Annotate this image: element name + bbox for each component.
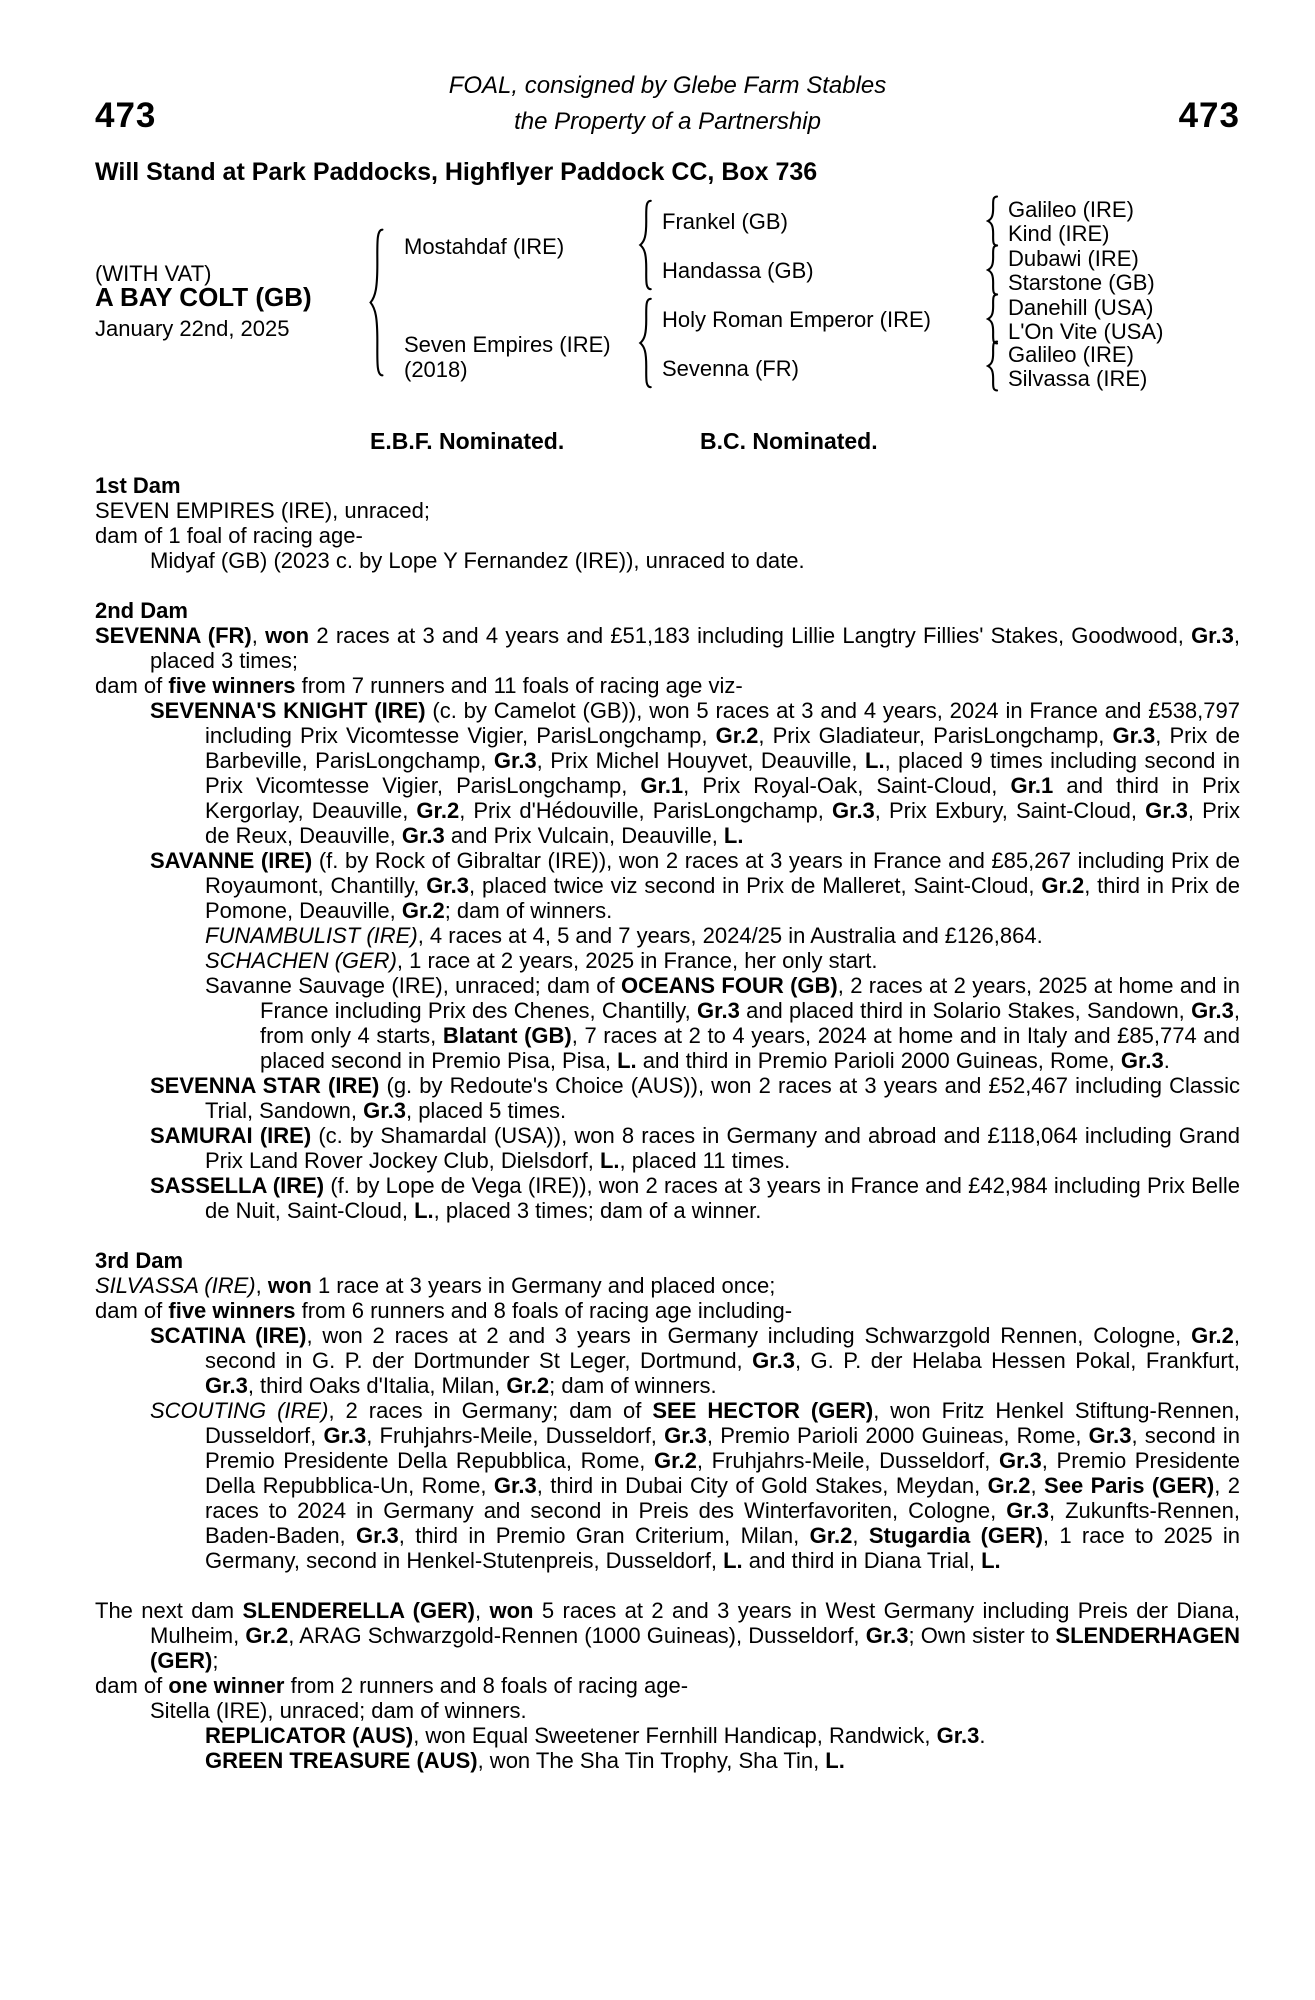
text-run: , 2 races in Germany; dam of (328, 1398, 653, 1423)
pedigree-sections (95, 473, 1240, 1773)
text-run: SEVENNA STAR (IRE) (150, 1073, 380, 1098)
catalogue-paragraph (95, 1073, 1240, 1123)
text-run: , Zukunfts-Rennen, Baden-Baden, (205, 1498, 1240, 1548)
dam-sire-name: Holy Roman Emperor (IRE) (662, 307, 931, 332)
text-run: GREEN TREASURE (AUS) (205, 1748, 478, 1773)
section-heading: 2nd Dam (95, 598, 188, 623)
text-run: (f. by Lope de Vega (IRE)), won 2 races at 3 years in France and £42,984 including Prix Belle de Nuit, Saint-Cloud, (205, 1173, 1240, 1223)
text-run: Gr.2 (1041, 873, 1085, 898)
text-run: Gr.2 (1191, 1323, 1234, 1348)
bc-nominated-label: B.C. Nominated. (700, 428, 878, 454)
text-run: Gr.3 (831, 798, 875, 823)
text-run: L. (723, 1548, 743, 1573)
dam-section-1 (95, 473, 1240, 573)
text-run: L. (599, 1148, 620, 1173)
text-run: L. (617, 1048, 637, 1073)
text-run: OCEANS FOUR (GB) (620, 973, 838, 998)
text-run: , 2 races at 2 years, 2025 at home and in France including Prix des Chenes, Chantilly, (260, 973, 1240, 1023)
text-run: Blatant (GB) (442, 1023, 572, 1048)
ebf-nominated-label: E.B.F. Nominated. (370, 428, 565, 454)
text-run: , second in Premio Presidente Della Repubblica, Rome, (205, 1423, 1240, 1473)
text-run: and third in Premio Parioli 2000 Guineas, Rome, (636, 1048, 1121, 1073)
text-run: L. (414, 1198, 434, 1223)
text-run: (g. by Redoute's Choice (AUS)), won 2 races at 3 years and £52,467 including Classic Trial, Sandown, (205, 1073, 1240, 1123)
stand-location-line: Will Stand at Park Paddocks, Highflyer Paddock CC, Box 736 (95, 158, 818, 186)
consignor-line: FOAL, consigned by Glebe Farm Stables (448, 72, 887, 99)
text-run: , placed 3 times; dam of a winner. (433, 1198, 762, 1223)
text-run: 2 races at 3 and 4 years and £51,183 including Lillie Langtry Fillies' Stakes, Goodwood, (309, 623, 1192, 648)
text-run: , Prix de Reux, Deauville, (205, 798, 1240, 848)
text-run: Gr.3 (363, 1098, 406, 1123)
text-run: 1 race at 3 years in Germany and placed once; (311, 1273, 776, 1298)
text-run: Gr.3 (1145, 798, 1188, 823)
text-run: Gr.1 (640, 773, 684, 798)
text-run: Gr.3 (1120, 1048, 1164, 1073)
text-run: Stugardia (GER) (868, 1523, 1043, 1548)
text-run: SEVENNA (FR) (95, 623, 252, 648)
text-run: L. (981, 1548, 1001, 1573)
subject-name: A BAY COLT (GB) (95, 282, 312, 312)
text-run: , Prix de Barbeville, ParisLongchamp, (205, 723, 1240, 773)
text-run: and placed third in Solario Stakes, Sandown, (739, 998, 1192, 1023)
text-run: , Prix Gladiateur, ParisLongchamp, (758, 723, 1113, 748)
foal-date: January 22nd, 2025 (95, 316, 290, 341)
text-run: Gr.2 (715, 723, 759, 748)
sire-name: Mostahdaf (IRE) (404, 234, 565, 259)
text-run: ; dam of winners. (549, 1373, 717, 1398)
text-run: SCHACHEN (GER) (205, 948, 397, 973)
dam-dam-dam-name: Silvassa (IRE) (1008, 366, 1148, 391)
text-run: and Prix Vulcain, Deauville, (444, 823, 724, 848)
text-run: Sitella (IRE), unraced; dam of winners. (150, 1698, 527, 1723)
text-run: , (852, 1523, 869, 1548)
catalogue-paragraph (95, 1598, 1240, 1673)
text-run: Gr.2 (987, 1473, 1031, 1498)
catalogue-paragraph (95, 1398, 1240, 1573)
text-run: Gr.1 (1010, 773, 1054, 798)
text-run: from 7 runners and 11 foals of racing age viz- (295, 673, 743, 698)
text-run: , Fruhjahrs-Meile, Dusseldorf, (696, 1448, 999, 1473)
sire-sire-dam-name: Kind (IRE) (1008, 221, 1110, 246)
dam-year: (2018) (404, 357, 468, 382)
sire-brace (638, 198, 653, 292)
text-run: won (265, 623, 310, 648)
catalogue-paragraph (95, 923, 1240, 948)
text-run: Gr.3 (752, 1348, 795, 1373)
text-run: Gr.3 (205, 1373, 248, 1398)
text-run: . (979, 1723, 986, 1748)
text-run: ; (212, 1648, 219, 1673)
text-run: , Prix d'Hédouville, ParisLongchamp, (459, 798, 832, 823)
text-run: SEVENNA'S KNIGHT (IRE) (150, 698, 426, 723)
catalogue-paragraph (95, 623, 1240, 673)
text-run: , placed 3 times; (150, 623, 1240, 673)
text-run: Gr.3 (1088, 1423, 1132, 1448)
catalogue-paragraph (95, 848, 1240, 923)
text-run: Gr.3 (1191, 998, 1234, 1023)
text-run: Gr.2 (809, 1523, 853, 1548)
text-run: ; Own sister to (908, 1623, 1056, 1648)
text-run: SASSELLA (IRE) (150, 1173, 325, 1198)
text-run: (f. by Rock of Gibraltar (IRE)), won 2 races at 3 years in France and £85,267 including Prix de Royaumont, Chantilly, (205, 848, 1240, 898)
text-run: , Prix Michel Houyvet, Deauville, (536, 748, 865, 773)
text-run: dam of 1 foal of racing age- (95, 523, 363, 548)
text-run: Gr.3 (998, 1448, 1042, 1473)
text-run: Midyaf (GB) (2023 c. by Lope Y Fernandez (IRE)), unraced to date. (150, 548, 805, 573)
text-run: SCOUTING (IRE) (150, 1398, 329, 1423)
text-run: Savanne Sauvage (IRE), unraced; dam of (205, 973, 621, 998)
text-run: (c. by Camelot (GB)), won 5 races at 3 and 4 years, 2024 in France and £538,797 including Prix Vicomtesse Vigier, ParisLongchamp, (205, 698, 1240, 748)
text-run: SCATINA (IRE) (150, 1323, 307, 1348)
text-run: Gr.3 (936, 1723, 980, 1748)
text-run: Gr.3 (1191, 623, 1234, 648)
text-run: , Prix Royal-Oak, Saint-Cloud, (683, 773, 1011, 798)
catalogue-paragraph (95, 973, 1240, 1073)
text-run: Gr.3 (355, 1523, 399, 1548)
catalogue-paragraph (95, 1123, 1240, 1173)
text-run: Gr.3 (697, 998, 740, 1023)
text-run: , won Equal Sweetener Fernhill Handicap, Randwick, (413, 1723, 937, 1748)
text-run: REPLICATOR (AUS) (205, 1723, 414, 1748)
text-run: dam of (95, 673, 169, 698)
text-run: , placed 5 times. (405, 1098, 567, 1123)
text-run: , (474, 1598, 490, 1623)
text-run: SLENDERELLA (GER) (242, 1598, 475, 1623)
text-run: (c. by Shamardal (USA)), won 8 races in Germany and abroad and £118,064 including Grand Prix Land Rover Jockey Club, Dielsdorf, (205, 1123, 1240, 1173)
text-run: Gr.3 (1006, 1498, 1049, 1523)
text-run: , 2 races to 2024 in Germany and second in Preis des Winterfavoriten, Cologne, (205, 1473, 1241, 1523)
dam-dam-sire-name: Galileo (IRE) (1008, 342, 1134, 367)
text-run: , won Fritz Henkel Stiftung-Rennen, Dusseldorf, (205, 1398, 1240, 1448)
text-run: won (489, 1598, 534, 1623)
dam-section-4 (95, 1598, 1240, 1773)
text-run: , (251, 623, 266, 648)
catalogue-paragraph (95, 523, 1240, 548)
text-run: , Prix Exbury, Saint-Cloud, (874, 798, 1146, 823)
lot-number-left: 473 (95, 96, 157, 135)
sire-sire-name: Frankel (GB) (662, 209, 788, 234)
dam-section-3 (95, 1248, 1240, 1573)
catalogue-paragraph (95, 1748, 1240, 1773)
text-run: , Premio Presidente Della Repubblica-Un, Rome, (205, 1448, 1240, 1498)
text-run: , 1 race at 2 years, 2025 in France, her only start. (396, 948, 878, 973)
text-run: , placed 9 times including second in Prix Vicomtesse Vigier, ParisLongchamp, (205, 748, 1240, 798)
text-run: , 4 races at 4, 5 and 7 years, 2024/25 in Australia and £126,864. (417, 923, 1043, 948)
text-run: , Fruhjahrs-Meile, Dusseldorf, (366, 1423, 665, 1448)
text-run: , Premio Parioli 2000 Guineas, Rome, (706, 1423, 1089, 1448)
text-run: Gr.3 (493, 748, 537, 773)
text-run: five winners (168, 1298, 296, 1323)
text-run: dam of (95, 1298, 169, 1323)
text-run: SAVANNE (IRE) (150, 848, 313, 873)
dam-sire-sire-name: Danehill (USA) (1008, 295, 1154, 320)
text-run: Gr.3 (1112, 723, 1156, 748)
pedigree-chart (0, 0, 1315, 475)
text-run: SILVASSA (IRE) (95, 1273, 256, 1298)
text-run: and third in Prix Kergorlay, Deauville, (205, 773, 1240, 823)
text-run: Gr.2 (401, 898, 445, 923)
catalogue-paragraph (95, 498, 1240, 523)
lot-number-right: 473 (1178, 96, 1240, 135)
text-run: Gr.3 (664, 1423, 707, 1448)
catalogue-paragraph (95, 673, 1240, 698)
dam-sire-dam-name: L'On Vite (USA) (1008, 319, 1164, 344)
dam-dam-name: Sevenna (FR) (662, 356, 799, 381)
catalogue-paragraph (95, 1723, 1240, 1748)
text-run: Gr.3 (401, 823, 445, 848)
catalogue-paragraph (95, 1698, 1240, 1723)
catalogue-paragraph (95, 548, 1240, 573)
text-run: dam of (95, 1673, 169, 1698)
text-run: Gr.2 (654, 1448, 697, 1473)
catalogue-paragraph (95, 1673, 1240, 1698)
text-run: L. (865, 748, 885, 773)
text-run: , from only 4 starts, (260, 998, 1240, 1048)
text-run: one winner (168, 1673, 285, 1698)
text-run: SLENDERHAGEN (GER) (150, 1623, 1240, 1673)
catalogue-paragraph (95, 1323, 1240, 1398)
text-run: Gr.2 (416, 798, 460, 823)
with-vat-label: (WITH VAT) (95, 261, 212, 286)
text-run: , (255, 1273, 268, 1298)
text-run: won (267, 1273, 312, 1298)
catalogue-paragraph (95, 1298, 1240, 1323)
text-run: , G. P. der Helaba Hessen Pokal, Frankfurt, (794, 1348, 1240, 1373)
text-run: from 2 runners and 8 foals of racing age- (284, 1673, 689, 1698)
text-run: , placed twice viz second in Prix de Malleret, Saint-Cloud, (469, 873, 1042, 898)
text-run: , 1 race to 2025 in Germany, second in Henkel-Stutenpreis, Dusseldorf, (205, 1523, 1241, 1573)
text-run: , second in G. P. der Dortmunder St Leger, Dortmund, (205, 1323, 1241, 1373)
section-heading: 1st Dam (95, 473, 181, 498)
text-run: , third in Dubai City of Gold Stakes, Meydan, (536, 1473, 988, 1498)
sire-dam-name: Handassa (GB) (662, 258, 814, 283)
text-run: Gr.2 (506, 1373, 550, 1398)
text-run: , won 2 races at 2 and 3 years in Germany including Schwarzgold Rennen, Cologne, (306, 1323, 1192, 1348)
catalogue-paragraph (95, 948, 1240, 973)
text-run: , ARAG Schwarzgold-Rennen (1000 Guineas), Dusseldorf, (288, 1623, 866, 1648)
text-run: Gr.2 (245, 1623, 289, 1648)
sire-dam-brace (986, 244, 999, 296)
text-run: , 7 races at 2 to 4 years, 2024 at home and in Italy and £85,774 and placed second in Premio Pisa, Pisa, (260, 1023, 1241, 1073)
text-run: See Paris (GER) (1044, 1473, 1215, 1498)
text-run: 5 races at 2 and 3 years in West Germany including Preis der Diana, Mulheim, (150, 1598, 1240, 1648)
main-brace (368, 225, 385, 380)
dam-name: Seven Empires (IRE) (404, 332, 611, 357)
text-run: SEVEN EMPIRES (IRE), unraced; (95, 498, 430, 523)
sire-sire-sire-name: Galileo (IRE) (1008, 197, 1134, 222)
section-heading: 3rd Dam (95, 1248, 184, 1273)
text-run: Gr.3 (493, 1473, 537, 1498)
dam-dam-brace (986, 340, 999, 392)
text-run: , third in Prix de Pomone, Deauville, (205, 873, 1241, 923)
text-run: The next dam (95, 1598, 243, 1623)
dam-sire-brace (986, 293, 999, 345)
sire-dam-dam-name: Starstone (GB) (1008, 270, 1155, 295)
text-run: , placed 11 times. (619, 1148, 791, 1173)
text-run: ; dam of winners. (444, 898, 613, 923)
text-run: Gr.3 (323, 1423, 367, 1448)
text-run: Gr.3 (426, 873, 469, 898)
sire-dam-sire-name: Dubawi (IRE) (1008, 246, 1139, 271)
text-run: L. (723, 823, 744, 848)
property-line: the Property of a Partnership (514, 108, 821, 135)
text-run: , (1030, 1473, 1045, 1498)
sire-sire-brace (986, 195, 999, 247)
catalogue-paragraph (95, 1173, 1240, 1223)
text-run: and third in Diana Trial, (742, 1548, 982, 1573)
text-run: Gr.3 (865, 1623, 909, 1648)
text-run: , won The Sha Tin Trophy, Sha Tin, (477, 1748, 826, 1773)
text-run: five winners (168, 673, 296, 698)
text-run: SEE HECTOR (GER) (652, 1398, 874, 1423)
dam-section-2 (95, 598, 1240, 1223)
text-run: , third in Premio Gran Criterium, Milan, (398, 1523, 810, 1548)
text-run: L. (825, 1748, 845, 1773)
text-run: , third Oaks d'Italia, Milan, (247, 1373, 507, 1398)
text-run: from 6 runners and 8 foals of racing age including- (295, 1298, 793, 1323)
catalogue-paragraph (95, 698, 1240, 848)
dam-brace (638, 296, 653, 390)
text-run: FUNAMBULIST (IRE) (205, 923, 418, 948)
text-run: SAMURAI (IRE) (150, 1123, 312, 1148)
text-run: . (1163, 1048, 1170, 1073)
catalogue-paragraph (95, 1273, 1240, 1298)
